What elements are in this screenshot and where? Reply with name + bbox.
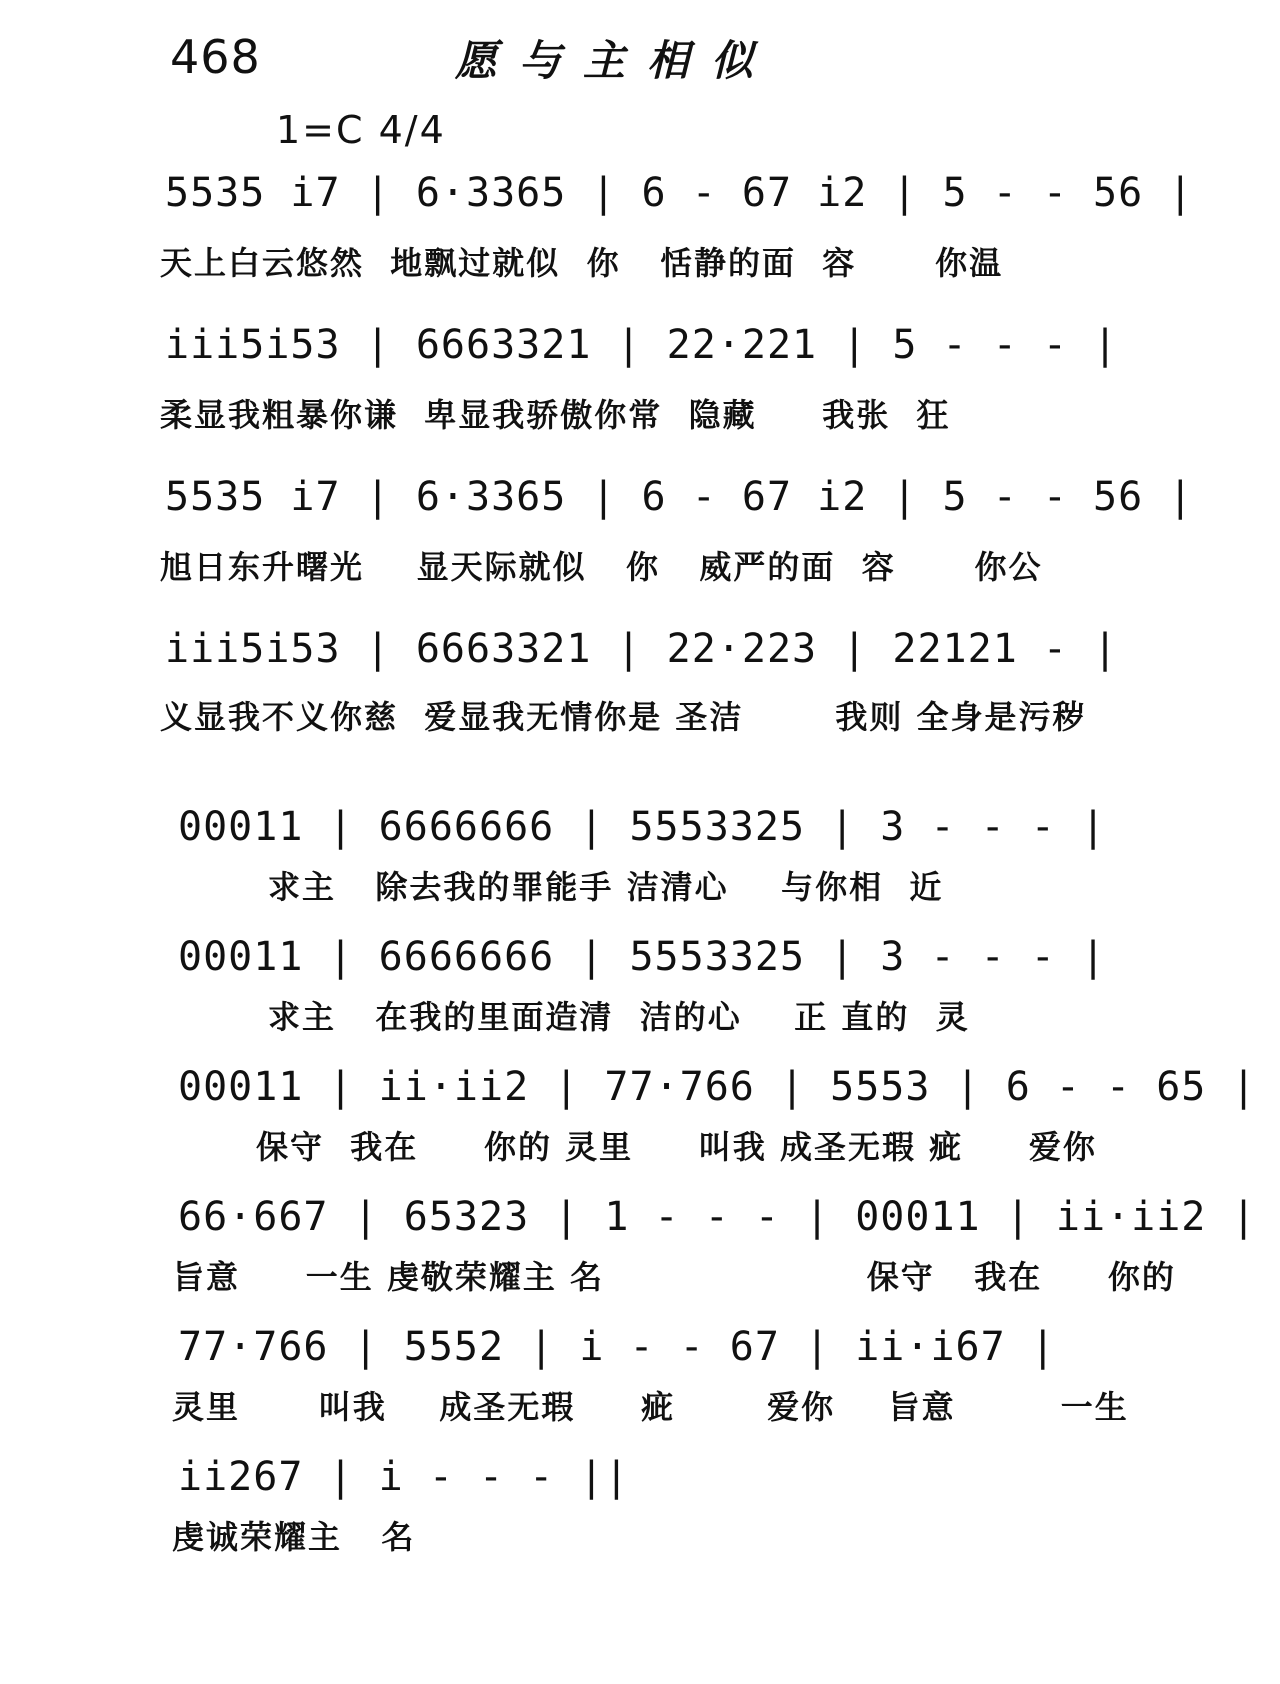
notation-line: 66·667 | 65323 | 1 - - - | 00011 | ii·ii2 | xyxy=(178,1194,1257,1240)
notation-line: 5535 i7 | 6·3365 | 6 - 67 i2 | 5 - - 56 | xyxy=(165,474,1194,520)
notation-line: 00011 | ii·ii2 | 77·766 | 5553 | 6 - - 65 | xyxy=(178,1064,1257,1110)
lyric-line: 求主 在我的里面造清 洁的心 正 直的 灵 xyxy=(268,998,970,1036)
key-signature: 1=C 4/4 xyxy=(276,108,446,152)
lyric-line: 柔显我粗暴你谦 卑显我骄傲你常 隐藏 我张 狂 xyxy=(160,396,951,434)
lyric-line: 旨意 一生 虔敬荣耀主 名 保守 我在 你的 xyxy=(172,1258,1176,1296)
notation-line: 5535 i7 | 6·3365 | 6 - 67 i2 | 5 - - 56 | xyxy=(165,170,1194,216)
lyric-line: 求主 除去我的罪能手 洁清心 与你相 近 xyxy=(268,868,944,906)
notation-line: ii267 | i - - - || xyxy=(178,1454,630,1500)
lyric-line: 天上白云悠然 地飘过就似 你 恬静的面 容 你温 xyxy=(160,244,1004,282)
lyric-line: 灵里 叫我 成圣无瑕 疵 爱你 旨意 一生 xyxy=(172,1388,1129,1426)
lyric-line: 虔诚荣耀主 名 xyxy=(172,1518,416,1556)
lyric-line: 旭日东升曙光 显天际就似 你 威严的面 容 你公 xyxy=(160,548,1043,586)
lyric-line: 义显我不义你慈 爱显我无情你是 圣洁 我则 全身是污秽 xyxy=(160,698,1087,736)
lyric-line: 保守 我在 你的 灵里 叫我 成圣无瑕 疵 爱你 xyxy=(256,1128,1097,1166)
notation-line: 00011 | 6666666 | 5553325 | 3 - - - | xyxy=(178,804,1107,850)
page-number: 468 xyxy=(170,30,261,84)
song-title: 愿与主相似 xyxy=(455,36,776,85)
notation-line: iii5i53 | 6663321 | 22·221 | 5 - - - | xyxy=(165,322,1119,368)
notation-line: 77·766 | 5552 | i - - 67 | ii·i67 | xyxy=(178,1324,1056,1370)
notation-line: 00011 | 6666666 | 5553325 | 3 - - - | xyxy=(178,934,1107,980)
notation-line: iii5i53 | 6663321 | 22·223 | 22121 - | xyxy=(165,626,1119,672)
